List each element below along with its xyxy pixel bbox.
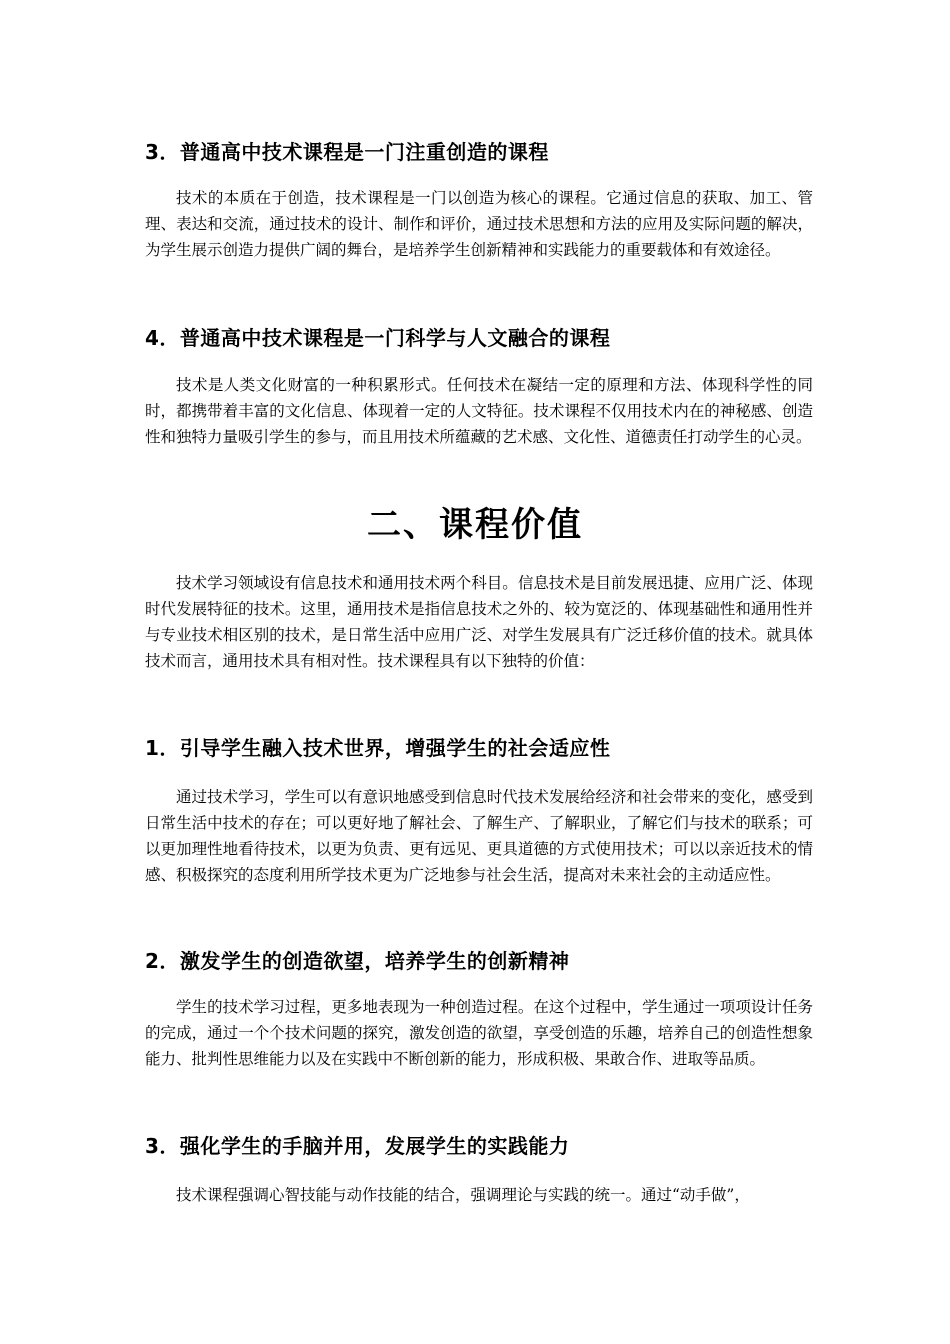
section-paragraph-3: 技术的本质在于创造，技术课程是一门以创造为核心的课程。它通过信息的获取、加工、管理、表达和交流，通过技术的设计、制作和评价，通过技术思想和方法的应用及实际问题的解决，为学生展示创造力提供广阔的舞台，是培养学生创新精神和实践能力的重要载体和有效途径。: [145, 189, 813, 259]
value-heading-3: 3．强化学生的手脑并用，发展学生的实践能力: [145, 1134, 570, 1158]
value-paragraph-1: 通过技术学习，学生可以有意识地感受到信息时代技术发展给经济和社会带来的变化，感受到日常生活中技术的存在；可以更好地了解社会、了解生产、了解职业，了解它们与技术的联系；可以更加理性地看待技术，以更为负责、更有远见、更具道德的方式使用技术；可以以亲近技术的情感、积极探究的态度利用所学技术更为广泛地参与社会生活，提高对未来社会的主动适应性。: [145, 788, 813, 884]
value-paragraph-3: 技术课程强调心智技能与动作技能的结合，强调理论与实践的统一。通过“动手做”，: [176, 1186, 750, 1204]
value-paragraph-2: 学生的技术学习过程，更多地表现为一种创造过程。在这个过程中，学生通过一项项设计任务的完成，通过一个个技术问题的探究，激发创造的欲望，享受创造的乐趣，培养自己的创造性想象能力、批判性思维能力以及在实践中不断创新的能力，形成积极、果敢合作、进取等品质。: [145, 998, 813, 1068]
section-heading-3: 3．普通高中技术课程是一门注重创造的课程: [145, 140, 549, 164]
section-heading-4: 4．普通高中技术课程是一门科学与人文融合的课程: [145, 326, 611, 350]
section-paragraph-4: 技术是人类文化财富的一种积累形式。任何技术在凝结一定的原理和方法、体现科学性的同时，都携带着丰富的文化信息、体现着一定的人文特征。技术课程不仅用技术内在的神秘感、创造性和独特力量吸引学生的参与，而且用技术所蕴藏的艺术感、文化性、道德责任打动学生的心灵。: [145, 376, 813, 446]
value-heading-2: 2．激发学生的创造欲望，培养学生的创新精神: [145, 949, 570, 973]
chapter-title: 二、课程价值: [367, 505, 583, 545]
value-heading-1: 1．引导学生融入技术世界，增强学生的社会适应性: [145, 736, 611, 760]
chapter-intro: 技术学习领域设有信息技术和通用技术两个科目。信息技术是目前发展迅捷、应用广泛、体现时代发展特征的技术。这里，通用技术是指信息技术之外的、较为宽泛的、体现基础性和通用性并与专业技术相区别的技术，是日常生活中应用广泛、对学生发展具有广泛迁移价值的技术。就具体技术而言，通用技术具有相对性。技术课程具有以下独特的价值：: [145, 574, 813, 670]
